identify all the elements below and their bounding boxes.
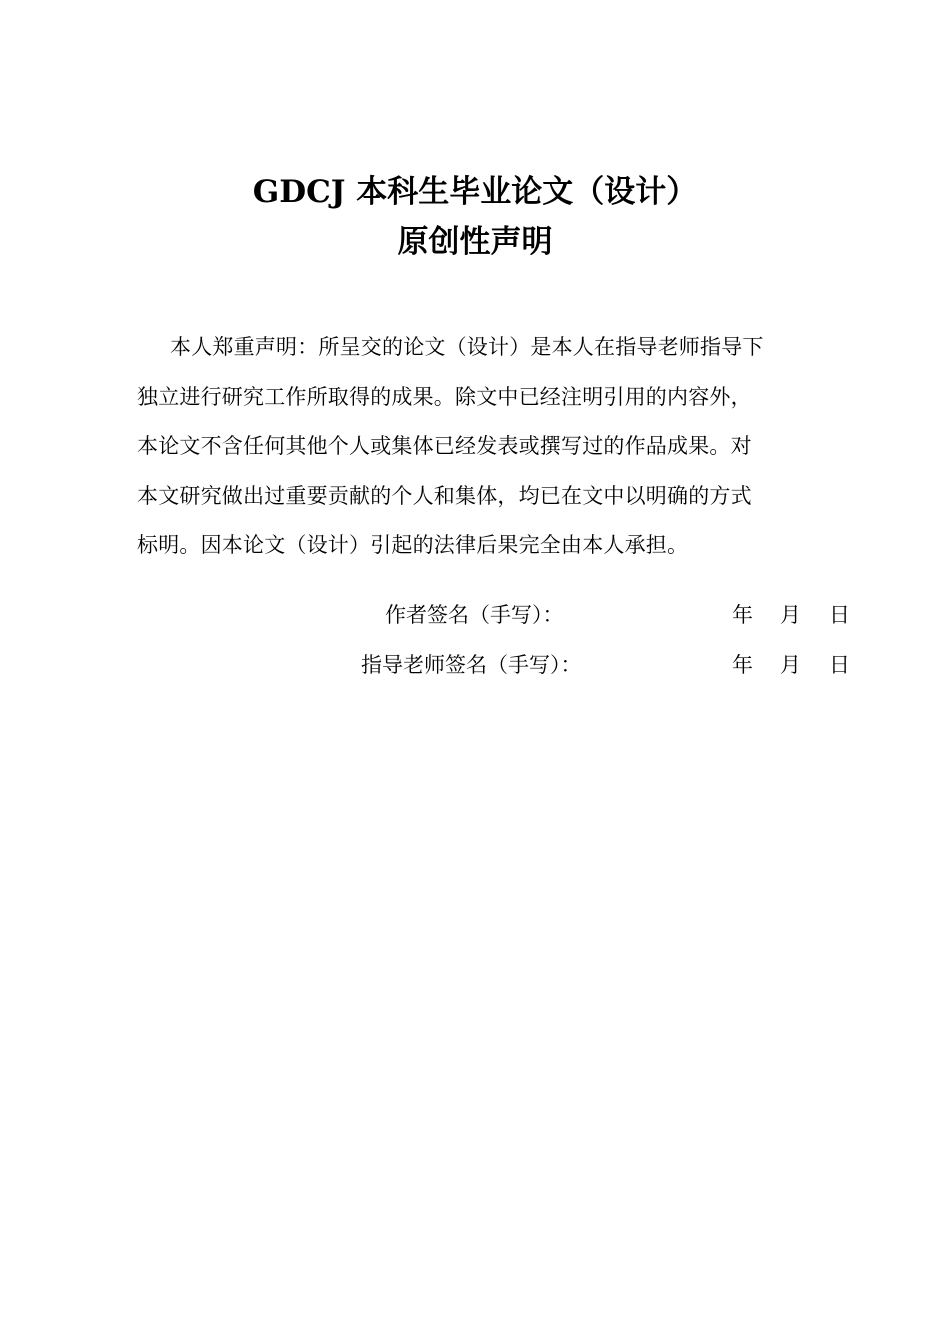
declaration-paragraph bbox=[137, 323, 853, 571]
signature-month-label: 月 bbox=[780, 603, 801, 627]
author-signature-label: 作者签名（手写）： bbox=[385, 603, 564, 627]
signature-day-label: 日 bbox=[829, 653, 850, 677]
advisor-signature-row bbox=[0, 645, 950, 685]
signature-month-label: 月 bbox=[780, 653, 801, 677]
signature-year-label: 年 bbox=[732, 603, 753, 627]
paragraph-line: 本文研究做出过重要贡献的个人和集体，均已在文中以明确的方式 bbox=[137, 483, 752, 508]
advisor-signature-label: 指导老师签名（手写）： bbox=[361, 653, 582, 677]
paragraph-line: 本人郑重声明：所呈交的论文（设计）是本人在指导老师指导下 bbox=[170, 335, 764, 359]
paragraph-line: 本论文不含任何其他个人或集体已经发表或撰写过的作品成果。对 bbox=[137, 434, 752, 458]
signature-year-label: 年 bbox=[732, 653, 753, 677]
document-subtitle: 原创性声明 bbox=[397, 224, 553, 260]
author-signature-row bbox=[0, 595, 950, 635]
paragraph-line: 独立进行研究工作所取得的成果。除文中已经注明引用的内容外， bbox=[137, 384, 752, 409]
document-title: GDCJ 本科生毕业论文（设计） bbox=[252, 174, 698, 210]
paragraph-line: 标明。因本论文（设计）引起的法律后果完全由本人承担。 bbox=[137, 533, 689, 557]
signature-day-label: 日 bbox=[829, 603, 850, 627]
